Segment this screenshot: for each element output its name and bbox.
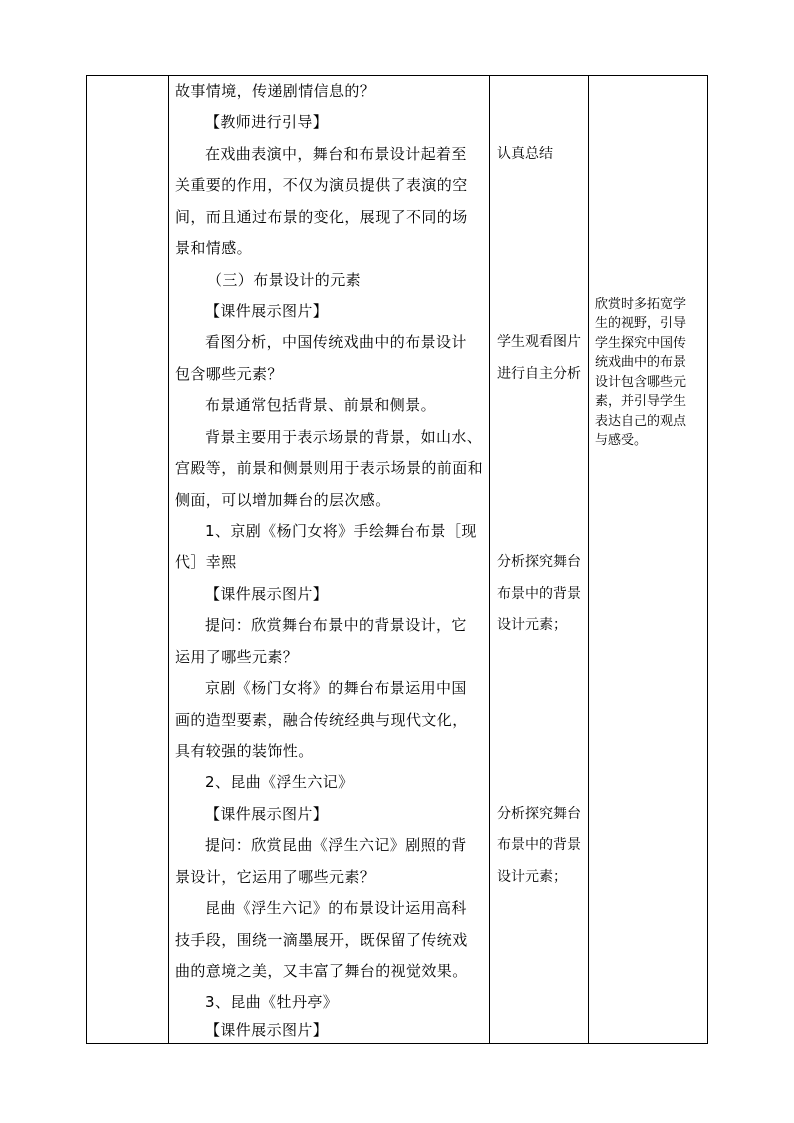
student-text: 分析探究舞台 xyxy=(497,554,581,570)
text-line: 间，而且通过布景的变化，展现了不同的场 xyxy=(175,208,468,226)
student-text: 学生观看图片 xyxy=(497,334,581,350)
text-line: 景设计，它运用了哪些元素？ xyxy=(175,868,376,886)
student-text: 布景中的背景 xyxy=(497,586,581,602)
text-line: 故事情境，传递剧情信息的？ xyxy=(175,82,376,100)
text-line: 【课件展示图片】 xyxy=(205,585,329,603)
section-heading: （三）布景设计的元素 xyxy=(207,271,362,289)
text-line: 关重要的作用，不仅为演员提供了表演的空 xyxy=(175,176,468,194)
lesson-plan-table xyxy=(86,75,708,1044)
design-intent-column xyxy=(589,76,707,1043)
text-line: 景和情感。 xyxy=(175,239,253,257)
student-text: 认真总结 xyxy=(497,146,553,162)
text-line: 看图分析，中国传统戏曲中的布景设计 xyxy=(205,333,467,351)
stage-column xyxy=(87,76,168,1043)
text-line: 【课件展示图片】 xyxy=(205,302,329,320)
text-line: 曲的意境之美，又丰富了舞台的视觉效果。 xyxy=(175,962,468,980)
text-line: 3、昆曲《牡丹亭》 xyxy=(205,993,339,1011)
note-text: 设计包含哪些元 xyxy=(595,375,687,390)
text-line: 昆曲《浮生六记》的布景设计运用高科 xyxy=(205,899,467,917)
note-text: 欣赏时多拓宽学 xyxy=(595,297,687,312)
text-line: 包含哪些元素？ xyxy=(175,365,283,383)
text-line: 技手段，围绕一滴墨展开，既保留了传统戏 xyxy=(175,931,468,949)
text-line: 【教师进行引导】 xyxy=(205,113,329,131)
text-line: 背景主要用于表示场景的背景，如山水、 xyxy=(205,428,483,446)
student-text: 设计元素； xyxy=(497,869,567,885)
note-text: 素，并引导学生 xyxy=(595,394,687,409)
student-text: 设计元素； xyxy=(497,617,567,633)
note-text: 统戏曲中的布景 xyxy=(595,355,687,370)
text-line: 提问：欣赏舞台布景中的背景设计，它 xyxy=(205,616,467,634)
text-line: 提问：欣赏昆曲《浮生六记》剧照的背 xyxy=(205,836,467,854)
text-line: 京剧《杨门女将》的舞台布景运用中国 xyxy=(205,679,467,697)
text-line: 1、京剧《杨门女将》手绘舞台布景［现 xyxy=(205,522,477,540)
note-text: 学生探究中国传 xyxy=(595,336,687,351)
text-line: 画的造型要素，融合传统经典与现代文化， xyxy=(175,711,468,729)
student-activity-column xyxy=(490,76,589,1043)
text-line: 运用了哪些元素？ xyxy=(175,648,299,666)
text-line: 在戏曲表演中，舞台和布景设计起着至 xyxy=(205,145,467,163)
text-line: 宫殿等，前景和侧景则用于表示场景的前面和 xyxy=(175,459,484,477)
text-line: 代］幸熙 xyxy=(175,553,237,571)
note-text: 与感受。 xyxy=(595,433,648,448)
text-line: 侧面，可以增加舞台的层次感。 xyxy=(175,491,391,509)
note-text: 表达自己的观点 xyxy=(595,414,687,429)
text-line: 【课件展示图片】 xyxy=(205,1021,329,1039)
text-line: 【课件展示图片】 xyxy=(205,805,329,823)
student-text: 布景中的背景 xyxy=(497,837,581,853)
note-text: 生的视野，引导 xyxy=(595,316,687,331)
student-text: 进行自主分析 xyxy=(497,366,581,382)
text-line: 具有较强的装饰性。 xyxy=(175,742,314,760)
text-line: 布景通常包括背景、前景和侧景。 xyxy=(205,396,437,414)
text-line: 2、昆曲《浮生六记》 xyxy=(205,773,354,791)
teacher-activity-column xyxy=(169,76,490,1043)
student-text: 分析探究舞台 xyxy=(497,806,581,822)
